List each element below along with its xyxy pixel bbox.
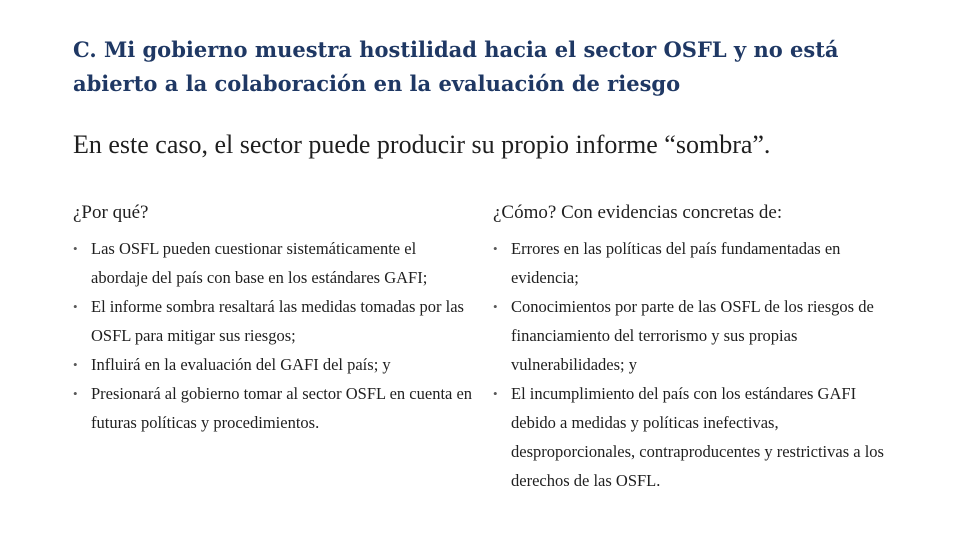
list-item [493, 234, 893, 292]
slide-subtitle: En este caso, el sector puede producir su propio informe “sombra”. [73, 130, 771, 159]
right-bullet-list [493, 234, 893, 495]
list-item [73, 234, 473, 292]
bullet-icon: • [73, 299, 78, 314]
slide-title: C. Mi gobierno muestra hostilidad hacia el sector OSFL y no está abierto a la colaboración en la evaluación de riesgo [73, 37, 839, 96]
list-item [493, 292, 893, 379]
list-item [73, 350, 473, 379]
left-column [73, 200, 473, 437]
right-column [493, 200, 893, 495]
bullet-icon: • [493, 386, 498, 401]
list-item [73, 379, 473, 437]
list-item [73, 292, 473, 350]
bullet-icon: • [493, 299, 498, 314]
list-item-text: El informe sombra resaltará las medidas tomadas por las OSFL para mitigar sus riesgos; [91, 297, 464, 345]
list-item-text: Influirá en la evaluación del GAFI del país; y [91, 355, 391, 374]
list-item-text: Conocimientos por parte de las OSFL de los riesgos de financiamiento del terrorismo y sus propias vulnerabilidades; y [511, 297, 874, 374]
list-item [493, 379, 893, 495]
list-item-text: Presionará al gobierno tomar al sector OSFL en cuenta en futuras políticas y procedimientos. [91, 384, 473, 432]
bullet-icon: • [73, 241, 78, 256]
right-column-heading: ¿Cómo? Con evidencias concretas de: [493, 202, 783, 223]
bullet-icon: • [73, 386, 78, 401]
left-bullet-list [73, 234, 473, 437]
list-item-text: Las OSFL pueden cuestionar sistemáticamente el abordaje del país con base en los estándares GAFI; [91, 239, 428, 287]
list-item-text: El incumplimiento del país con los estándares GAFI debido a medidas y políticas inefectivas, desproporcionales, contraproducentes y restrictivas a los derechos de las OSFL. [511, 384, 884, 490]
bullet-icon: • [73, 357, 78, 372]
bullet-icon: • [493, 241, 498, 256]
left-column-heading: ¿Por qué? [73, 202, 149, 223]
list-item-text: Errores en las políticas del país fundamentadas en evidencia; [511, 239, 841, 287]
